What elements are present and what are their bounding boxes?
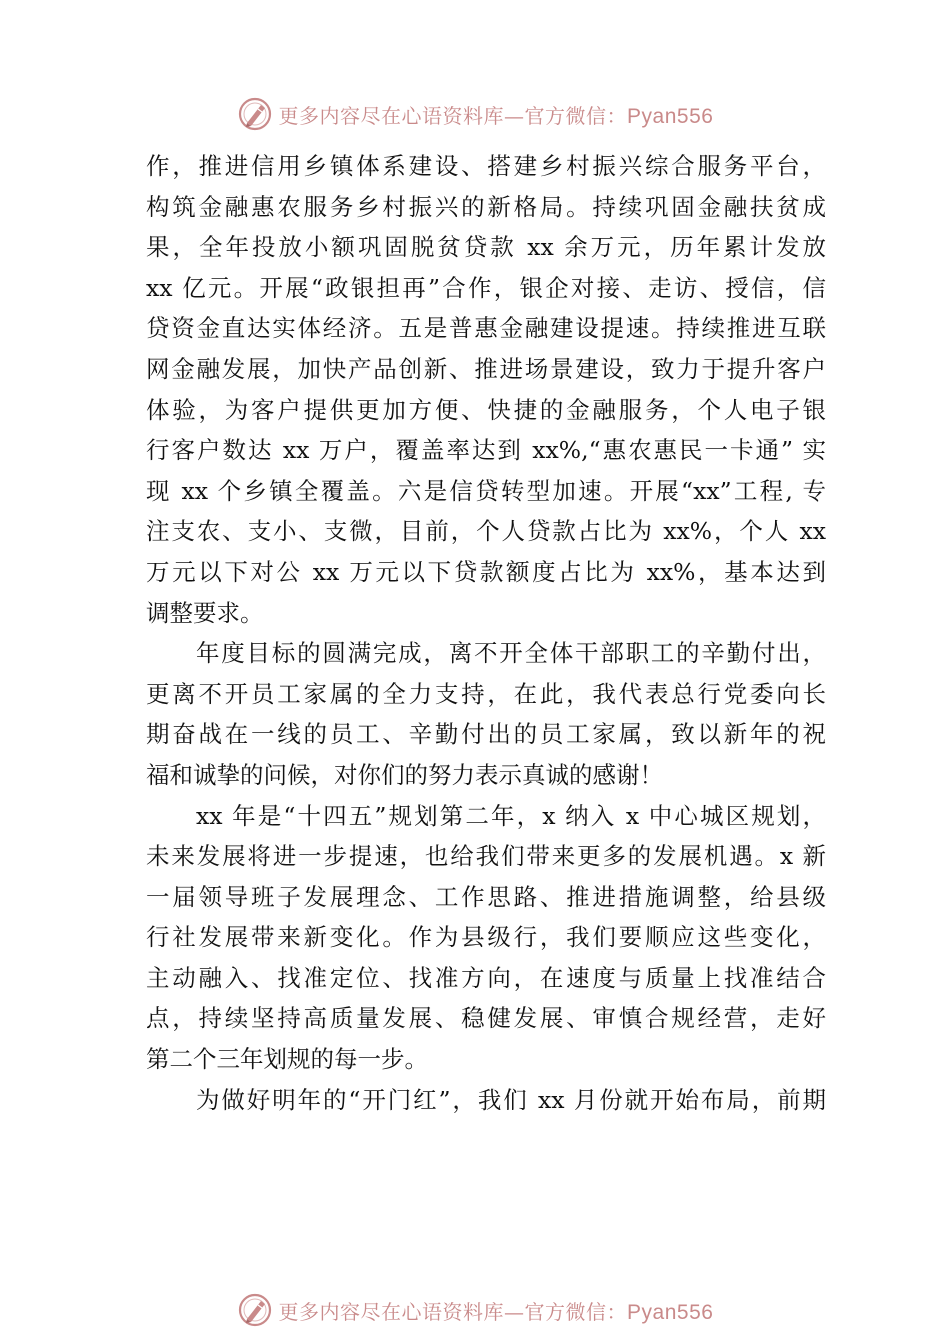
text-line: 作，推进信用乡镇体系建设、搭建乡村振兴综合服务平台， bbox=[146, 152, 826, 180]
text-line: 福和诚挚的问候，对你们的努力表示真诚的感谢！ bbox=[146, 760, 663, 789]
text-line: 更离不开员工家属的全力支持，在此，我代表总行党委向长 bbox=[146, 679, 826, 708]
text-line: 期奋战在一线的员工、辛勤付出的员工家属，致以新年的祝 bbox=[146, 720, 826, 749]
watermark-text: 更多内容尽在心语资料库—官方微信：Pyan556 bbox=[278, 1299, 714, 1324]
text-line: 为做好明年的“开门红”，我们 xx 月份就开始布局，前期 bbox=[196, 1085, 826, 1114]
text-line: 万元以下对公 xx 万元以下贷款额度占比为 xx%，基本达到 bbox=[146, 557, 826, 586]
text-line: 行社发展带来新变化。作为县级行，我们要顺应这些变化， bbox=[146, 923, 826, 952]
text-line: 一届领导班子发展理念、工作思路、推进措施调整，给县级 bbox=[146, 882, 826, 911]
text-line: 调整要求。 bbox=[146, 598, 264, 627]
pen-logo-icon bbox=[237, 96, 273, 132]
text-line: 主动融入、找准定位、找准方向，在速度与质量上找准结合 bbox=[146, 963, 826, 992]
text-line: 年度目标的圆满完成，离不开全体干部职工的辛勤付出， bbox=[196, 639, 826, 668]
text-line: 点，持续坚持高质量发展、稳健发展、审慎合规经营，走好 bbox=[146, 1004, 826, 1033]
pen-logo-icon bbox=[237, 1292, 273, 1328]
wechat-id: Pyan556 bbox=[627, 1300, 714, 1324]
text-line: 未来发展将进一步提速，也给我们带来更多的发展机遇。x 新 bbox=[146, 842, 826, 871]
text-line: 现 xx 个乡镇全覆盖。六是信贷转型加速。开展“xx”工程, 专 bbox=[146, 476, 826, 505]
text-line: 注支农、支小、支微，目前，个人贷款占比为 xx%，个人 xx bbox=[146, 517, 826, 546]
text-line: 果，全年投放小额巩固脱贫贷款 xx 余万元，历年累计发放 bbox=[146, 233, 826, 262]
text-line: 网金融发展，加快产品创新、推进场景建设，致力于提升客户 bbox=[146, 354, 826, 383]
footer-watermark bbox=[0, 1290, 950, 1330]
text-line: 构筑金融惠农服务乡村振兴的新格局。持续巩固金融扶贫成 bbox=[146, 192, 826, 221]
header-watermark bbox=[0, 94, 950, 134]
text-line: xx 年是“十四五”规划第二年，x 纳入 x 中心城区规划， bbox=[196, 801, 826, 830]
text-line: 行客户数达 xx 万户，覆盖率达到 xx%,“惠农惠民一卡通” 实 bbox=[146, 436, 826, 465]
document-body bbox=[146, 146, 826, 1120]
watermark-text: 更多内容尽在心语资料库—官方微信：Pyan556 bbox=[278, 103, 714, 128]
text-line: xx 亿元。开展“政银担再”合作，银企对接、走访、授信，信 bbox=[146, 273, 826, 302]
wechat-id: Pyan556 bbox=[627, 104, 714, 128]
text-line: 体验，为客户提供更加方便、快捷的金融服务，个人电子银 bbox=[146, 395, 826, 424]
text-line: 第二个三年划规的每一步。 bbox=[146, 1045, 428, 1074]
text-line: 贷资金直达实体经济。五是普惠金融建设提速。持续推进互联 bbox=[146, 314, 826, 343]
